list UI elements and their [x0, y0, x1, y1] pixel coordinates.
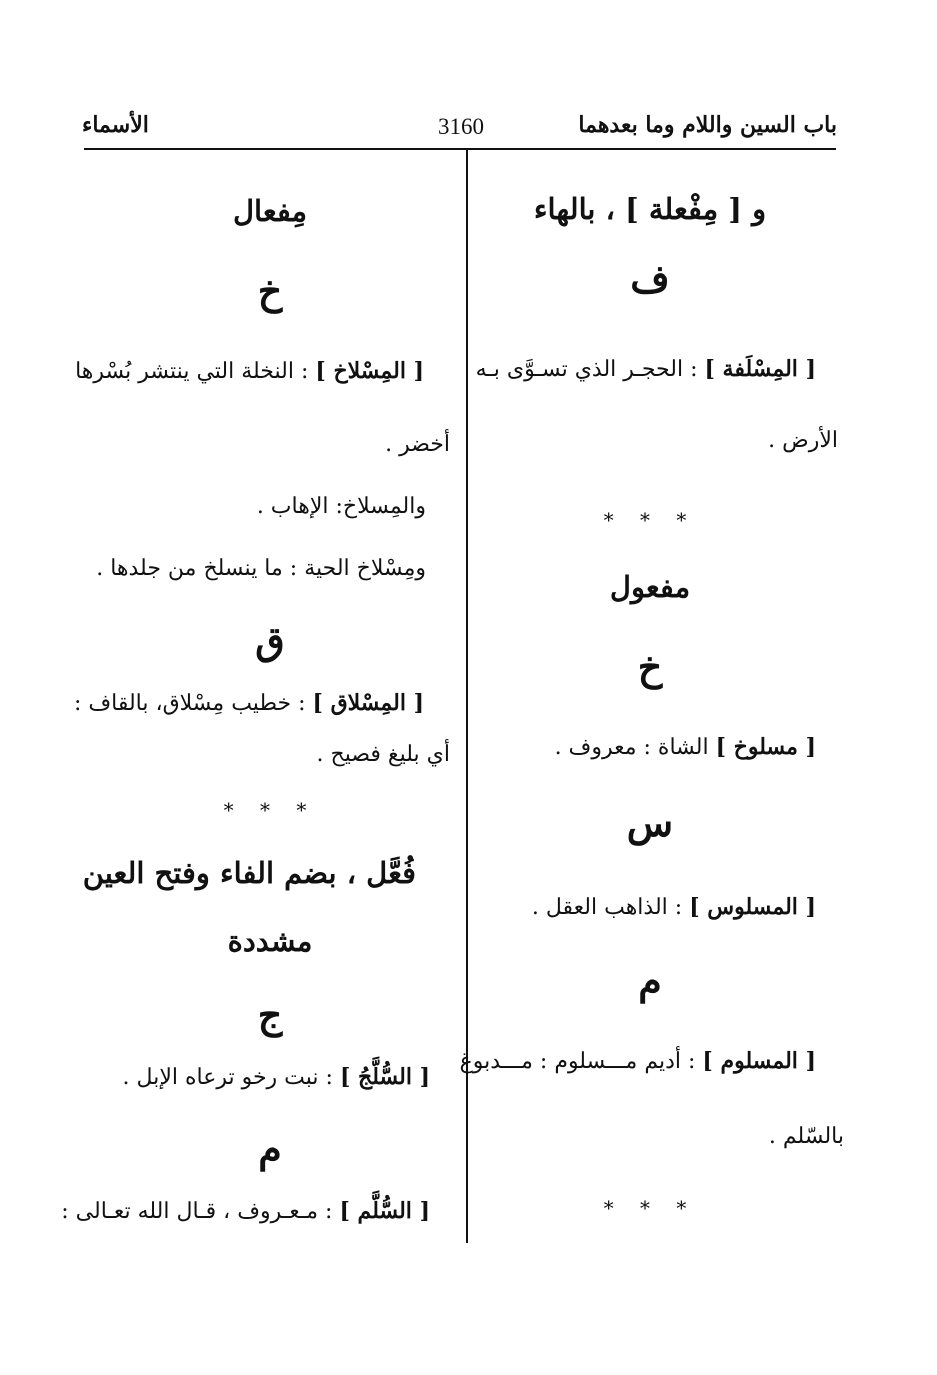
entry	[460, 1048, 816, 1074]
section-heading: مفعول	[609, 570, 691, 604]
entry	[460, 894, 816, 920]
entry-definition: : مـعـروف ، قـال الله تعـالى :	[61, 1199, 333, 1224]
column-divider	[466, 149, 468, 1243]
section-separator: * * *	[603, 508, 697, 532]
section-heading: مِفعال	[232, 194, 308, 228]
entry	[460, 356, 816, 382]
entry-continuation: أخضر .	[385, 432, 450, 457]
section-heading: و [ مِفْعلة ] ، بالهاء	[533, 192, 767, 226]
page-number: 3160	[438, 114, 484, 139]
letter-heading: س	[626, 800, 674, 845]
entry	[73, 690, 424, 716]
entry-headword: [ السُّلَّم ]	[339, 1198, 430, 1224]
letter-heading: م	[638, 958, 662, 1003]
entry	[75, 358, 424, 384]
entry-headword: [ المسلوس ]	[689, 894, 816, 920]
entry-headword: [ المِسْلاخ ]	[315, 358, 424, 384]
entry-definition: : الحجـر الذي تسـوَّى بـه	[475, 357, 698, 382]
running-header-chapter: باب السين واللام وما بعدهما	[578, 112, 837, 138]
entry-line: ومِسْلاخ الحية : ما ينسلخ من جلدها .	[96, 556, 426, 581]
entry-definition: : خطيب مِسْلاق، بالقاف :	[73, 691, 306, 716]
section-heading: فُعَّل ، بضم الفاء وفتح العين	[82, 856, 416, 890]
entry-definition: : أديم مـــسلوم : مـــدبوغ	[459, 1049, 696, 1074]
letter-heading: ف	[630, 256, 670, 301]
entry-headword: [ المِسْلَفة ]	[704, 356, 816, 382]
letter-heading: م	[258, 1126, 282, 1171]
entry-headword: [ المِسْلاق ]	[312, 690, 424, 716]
letter-heading: خ	[257, 268, 283, 313]
entry	[460, 734, 816, 760]
header-rule	[84, 148, 836, 150]
entry-definition: الشاة : معروف .	[554, 735, 709, 760]
entry	[61, 1198, 430, 1224]
section-separator: * * *	[603, 1196, 697, 1220]
section-heading-continuation: مشددة	[227, 924, 313, 958]
entry-definition: : نبت رخو ترعاه الإبل .	[122, 1065, 333, 1090]
running-header-section: الأسماء	[82, 112, 149, 138]
entry-headword: [ مسلوخ ]	[715, 734, 816, 760]
entry	[80, 1064, 430, 1090]
entry-continuation: أي بليغ فصيح .	[316, 742, 450, 767]
letter-heading: خ	[637, 644, 663, 689]
entry-headword: [ المسلوم ]	[702, 1048, 816, 1074]
entry-definition: : الذاهب العقل .	[531, 895, 683, 920]
letter-heading: ق	[255, 618, 285, 663]
entry-definition: : النخلة التي ينتشر بُسْرها	[75, 359, 309, 384]
entry-line: والمِسلاخ: الإهاب .	[256, 494, 426, 519]
entry-headword: [ السُّلَّجُ ]	[339, 1064, 430, 1090]
section-separator: * * *	[223, 798, 317, 822]
entry-continuation: الأرض .	[768, 428, 838, 453]
letter-heading: ج	[257, 992, 283, 1037]
entry-continuation: بالسّلم .	[768, 1124, 844, 1149]
